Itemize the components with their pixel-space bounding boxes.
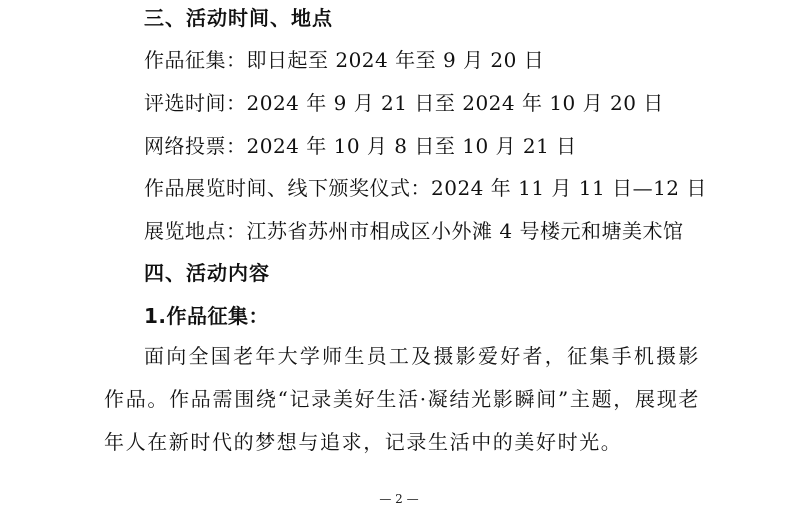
exhibition-ceremony-line: 作品展览时间、线下颁奖仪式：2024 年 11 月 11 日—12 日 — [144, 176, 707, 200]
collection-period-line: 作品征集：即日起至 2024 年至 9 月 20 日 — [144, 48, 545, 72]
page-number: — 2 — — [379, 492, 419, 506]
section-3-heading: 三、活动时间、地点 — [144, 6, 333, 30]
exhibition-location-line: 展览地点：江苏省苏州市相成区小外滩 4 号楼元和塘美术馆 — [144, 219, 684, 243]
collection-paragraph: 面向全国老年大学师生员工及摄影爱好者，征集手机摄影作品。作品需围绕“记录美好生活·凝结光影瞬间”主题，展现老年人在新时代的梦想与追求，记录生活中的美好时光。 — [104, 344, 700, 454]
online-voting-line: 网络投票：2024 年 10 月 8 日至 10 月 21 日 — [144, 134, 577, 158]
collection-subheading: 1.作品征集： — [144, 304, 270, 328]
judging-period-line: 评选时间：2024 年 9 月 21 日至 2024 年 10 月 20 日 — [144, 91, 664, 115]
section-4-heading: 四、活动内容 — [144, 261, 270, 285]
